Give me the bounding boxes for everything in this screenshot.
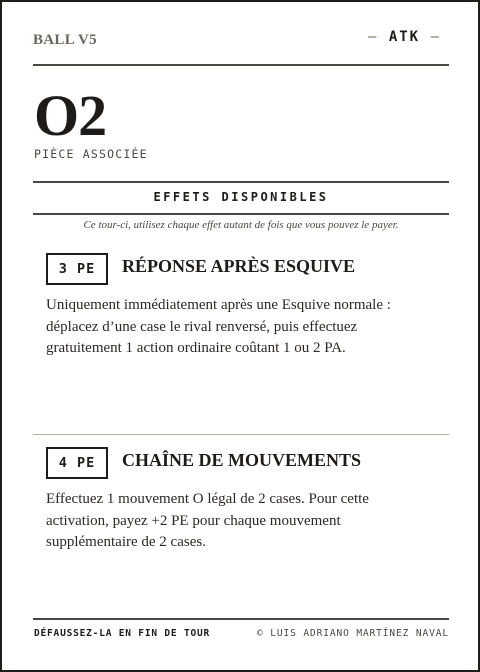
set-name: BALL V5 [33, 32, 97, 48]
discard-instruction: DÉFAUSSEZ-LA EN FIN DE TOUR [34, 628, 211, 639]
effects-note: Ce tour-ci, utilisez chaque effet autant de fois que vous pouvez le payer. [83, 219, 399, 231]
effect-cost-badge: 4 PE [46, 447, 108, 479]
card-id: O2 [34, 83, 107, 148]
type-tag [368, 29, 441, 45]
card-header [33, 29, 449, 66]
copyright: © LUIS ADRIANO MARTÍNEZ NAVAL [257, 628, 449, 639]
card-footer [33, 618, 449, 644]
effect-cost-badge: 3 PE [46, 253, 108, 285]
card-subtitle: PIÈCE ASSOCIÉE [34, 147, 148, 161]
type-tag-label: ATK [388, 29, 421, 45]
effects-section-title: EFFETS DISPONIBLES [33, 181, 449, 215]
type-tag-dash-left: — [367, 29, 379, 45]
type-tag-dash-right: — [430, 29, 441, 45]
effect-title: RÉPONSE APRÈS ESQUIVE [122, 256, 356, 276]
effect-text: Uniquement immédiatement après une Esquive normale : déplacez d’une case le rival renversé, puis effectuez gratuitement 1 action ordinaire coûtant 1 ou 2 PA. [46, 297, 391, 356]
effect-title: CHAÎNE DE MOUVEMENTS [122, 450, 362, 470]
effect-divider [33, 434, 449, 435]
effect-text: Effectuez 1 mouvement O légal de 2 cases. Pour cette activation, payez +2 PE pour chaque mouvement supplémentaire de 2 cases. [46, 491, 369, 550]
